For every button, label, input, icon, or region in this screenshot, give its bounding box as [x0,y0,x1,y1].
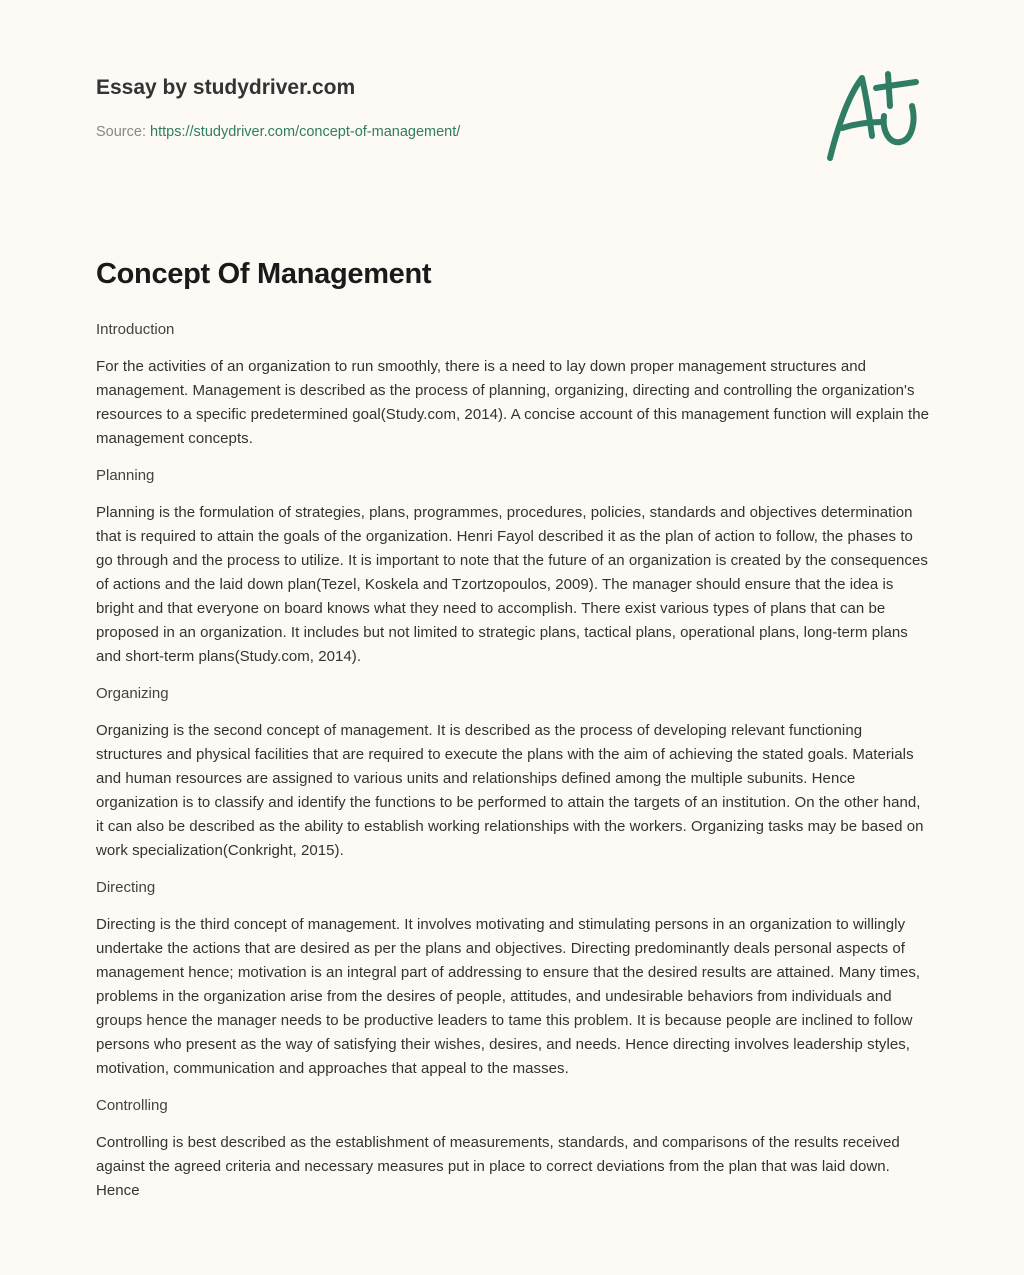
section-paragraph: Organizing is the second concept of management. It is described as the process of developing relevant functioning structures and physical facilities that are required to execute the plans with the aim of achieving the stated goals. Materials and human resources are assigned to various units and relationships defined among the multiple subunits. Hence organization is to classify and identify the functions to be performed to attain the targets of an institution. On the other hand, it can also be described as the ability to establish working relationships with the workers. Organizing tasks may be based on work specialization(Conkright, 2015). [96,722,924,859]
section-heading: Directing [96,879,156,896]
page-title: Concept Of Management [96,258,432,290]
section-paragraph: For the activities of an organization to run smoothly, there is a need to lay down proper management structures and management. Management is described as the process of planning, organizing, directing and controlling the organization's resources to a specific predetermined goal(Study.com, 2014). A concise account of this management function will explain the management concepts. [96,358,929,447]
section-heading: Planning [96,467,155,484]
section-heading: Introduction [96,321,175,338]
section-paragraph: Controlling is best described as the establishment of measurements, standards, and comparisons of the results received against the agreed criteria and necessary measures put in place to correct deviations from the plan that was laid down. Hence [96,1134,900,1199]
source-link[interactable]: https://studydriver.com/concept-of-management/ [150,124,461,140]
section-heading: Organizing [96,685,169,702]
section-heading: Controlling [96,1097,168,1114]
site-title: Essay by studydriver.com [96,76,356,99]
section-paragraph: Planning is the formulation of strategies, plans, programmes, procedures, policies, standards and objectives determination that is required to attain the goals of the organization. Henri Fayol described it as the plan of action to follow, the phases to go through and the process to utilize. It is important to note that the future of an organization is created by the consequences of actions and the laid down plan(Tezel, Koskela and Tzortzopoulos, 2009). The manager should ensure that the idea is bright and that everyone on board knows what they need to accomplish. There exist various types of plans that can be proposed in an organization. It includes but not limited to strategic plans, tactical plans, operational plans, long-term plans and short-term plans(Study.com, 2014). [96,504,928,665]
source-label: Source: [96,124,146,140]
section-controlling [96,1094,932,1203]
section-directing [96,876,932,1081]
section-introduction [96,318,932,451]
source-line [96,124,460,140]
a-plus-logo-icon [820,66,930,166]
article [96,254,932,1216]
section-paragraph: Directing is the third concept of management. It involves motivating and stimulating persons in an organization to willingly undertake the actions that are desired as per the plans and objectives. Directing predominantly deals personal aspects of management hence; motivation is an integral part of addressing to ensure that the desired results are attained. Many times, problems in the organization arise from the desires of people, attitudes, and undesirable behaviors from individuals and groups hence the manager needs to be productive leaders to tame this problem. It is because people are inclined to follow persons who present as the way of satisfying their wishes, desires, and needs. Hence directing involves leadership styles, motivation, communication and approaches that appeal to the masses. [96,916,921,1077]
section-organizing [96,682,932,863]
section-planning [96,464,932,669]
